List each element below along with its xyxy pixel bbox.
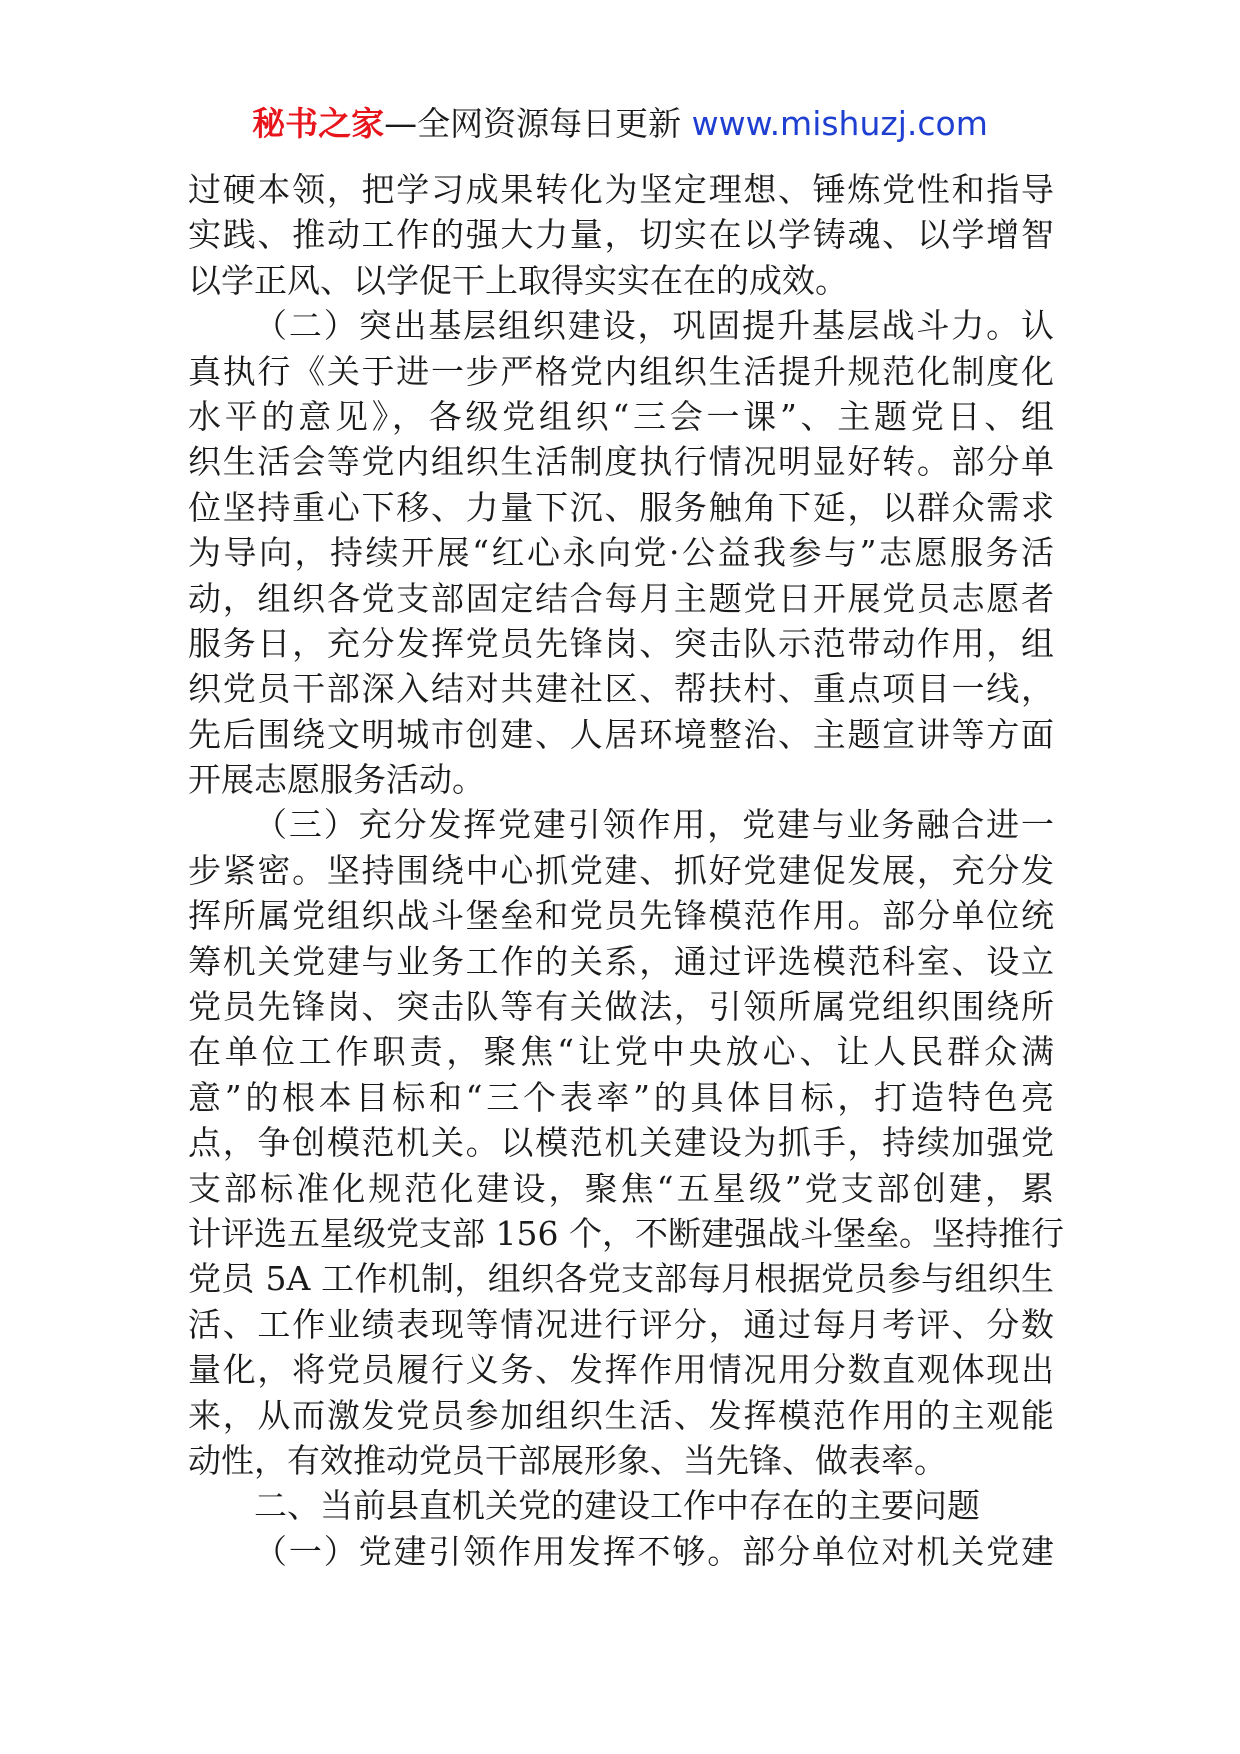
text-line: 意”的根本目标和“三个表率”的具体目标，打造特色亮 — [188, 1077, 1054, 1117]
text-line: 点，争创模范机关。以模范机关建设为抓手，持续加强党 — [188, 1123, 1054, 1163]
text-line: 开展志愿服务活动。 — [188, 760, 485, 800]
text-line: 动性，有效推动党员干部展形象、当先锋、做表率。 — [188, 1440, 947, 1480]
text-line: 挥所属党组织战斗堡垒和党员先锋模范作用。部分单位统 — [188, 896, 1054, 936]
text-line: 织党员干部深入结对共建社区、帮扶村、重点项目一线， — [188, 669, 1054, 709]
text-line: 党员先锋岗、突击队等有关做法，引领所属党组织围绕所 — [188, 987, 1054, 1027]
text-line: 先后围绕文明城市创建、人居环境整治、主题宣讲等方面 — [188, 714, 1054, 754]
document-body — [188, 167, 1064, 1574]
text-line: 步紧密。坚持围绕中心抓党建、抓好党建促发展，充分发 — [188, 850, 1054, 890]
text-line: 筹机关党建与业务工作的关系，通过评选模范科室、设立 — [188, 941, 1054, 981]
text-line: 动，组织各党支部固定结合每月主题党日开展党员志愿者 — [188, 578, 1054, 618]
text-line: 以学正风、以学促干上取得实实在在的成效。 — [188, 260, 848, 300]
page-header — [0, 102, 1240, 146]
header-slogan: —全网资源每日更新 — [384, 104, 682, 143]
text-line: 实践、推动工作的强大力量，切实在以学铸魂、以学增智 — [188, 215, 1054, 255]
text-line: （二）突出基层组织建设，巩固提升基层战斗力。认 — [254, 306, 1054, 346]
text-line: 织生活会等党内组织生活制度执行情况明显好转。部分单 — [188, 442, 1054, 482]
text-line: 服务日，充分发挥党员先锋岗、突击队示范带动作用，组 — [188, 623, 1054, 663]
text-line: 活、工作业绩表现等情况进行评分，通过每月考评、分数 — [188, 1304, 1054, 1344]
text-line: 水平的意见》，各级党组织“三会一课”、主题党日、组 — [188, 396, 1054, 436]
text-line: 量化，将党员履行义务、发挥作用情况用分数直观体现出 — [188, 1350, 1054, 1390]
header-url-link[interactable]: www.mishuzj.com — [691, 104, 988, 143]
text-line: 支部标准化规范化建设，聚焦“五星级”党支部创建，累 — [188, 1168, 1054, 1208]
section-heading: 二、当前县直机关党的建设工作中存在的主要问题 — [254, 1486, 980, 1526]
text-line: （三）充分发挥党建引领作用，党建与业务融合进一 — [254, 805, 1054, 845]
text-line: 位坚持重心下移、力量下沉、服务触角下延，以群众需求 — [188, 487, 1054, 527]
text-line: 过硬本领，把学习成果转化为坚定理想、锤炼党性和指导 — [188, 170, 1054, 209]
text-line: （一）党建引领作用发挥不够。部分单位对机关党建 — [254, 1531, 1054, 1571]
text-line: 在单位工作职责，聚焦“让党中央放心、让人民群众满 — [188, 1032, 1054, 1072]
header-brand: 秘书之家 — [252, 104, 385, 143]
text-line: 真执行《关于进一步严格党内组织生活提升规范化制度化 — [188, 351, 1054, 391]
text-line: 党员 5A 工作机制，组织各党支部每月根据党员参与组织生 — [188, 1259, 1054, 1299]
text-line: 计评选五星级党支部 156 个，不断建强战斗堡垒。坚持推行 — [188, 1213, 1064, 1253]
text-line: 为导向，持续开展“红心永向党·公益我参与”志愿服务活 — [188, 533, 1054, 573]
text-line: 来，从而激发党员参加组织生活、发挥模范作用的主观能 — [188, 1395, 1054, 1435]
